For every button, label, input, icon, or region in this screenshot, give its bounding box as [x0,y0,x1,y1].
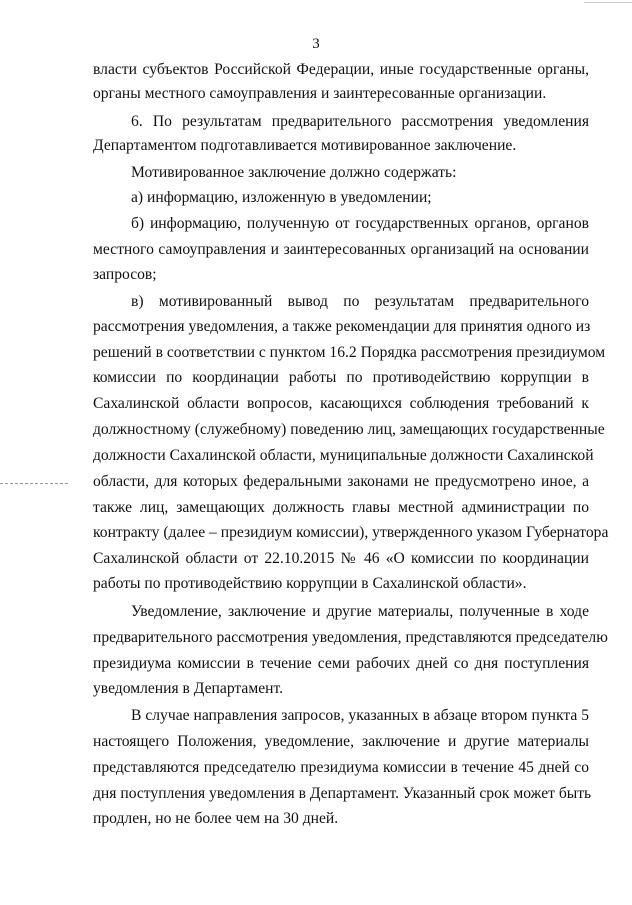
text-line: 6. По результатам предварительного рассмотрения уведомления [131,113,589,130]
text-line: предварительного рассмотрения уведомления, представляются председателю [93,629,608,646]
text-line: органы местного самоуправления и заинтересованные организации. [93,85,547,102]
scan-margin-mark [0,483,68,484]
text-line: дня поступления уведомления в Департамент. Указанный срок может быть [93,785,592,802]
text-line: Уведомление, заключение и другие материалы, полученные в ходе [131,603,589,620]
text-line: б) информацию, полученную от государственных органов, органов [131,215,589,232]
text-line: контракту (далее – президиум комиссии), утвержденного указом Губернатора [93,524,609,541]
text-line: запросов; [93,266,157,283]
text-line: настоящего Положения, уведомление, заключение и другие материалы [93,733,589,750]
text-line: Сахалинской области от 22.10.2015 № 46 «О комиссии по координации [93,550,589,567]
text-line: а) информацию, изложенную в уведомлении; [131,189,432,206]
page-number: 3 [312,36,320,52]
text-line: работы по противодействию коррупции в Сахалинской области». [93,575,527,592]
text-line: комиссии по координации работы по противодействию коррупции в [93,369,589,386]
text-line: решений в соответствии с пунктом 16.2 Порядка рассмотрения президиумом [93,344,606,361]
text-line: местного самоуправления и заинтересованных организаций на основании [93,241,589,258]
text-line: должностному (служебному) поведению лиц, замещающих государственные [93,421,605,438]
text-line: Сахалинской области вопросов, касающихся соблюдения требований к [93,395,589,412]
text-line: в) мотивированный вывод по результатам предварительного [131,293,589,310]
text-line: Департаментом подготавливается мотивированное заключение. [93,137,517,154]
text-line: представляются председателю президиума комиссии в течение 45 дней со [93,759,589,776]
scan-edge-mark-top [584,2,632,3]
text-line: президиума комиссии в течение семи рабочих дней со дня поступления [93,655,589,672]
text-line: В случае направления запросов, указанных в абзаце втором пункта 5 [131,707,589,724]
text-line: области, для которых федеральными законами не предусмотрено иное, а [93,473,589,490]
text-line: рассмотрения уведомления, а также рекомендации для принятия одного из [93,318,591,335]
text-line: уведомления в Департамент. [93,680,284,697]
text-line: также лиц, замещающих должность главы местной администрации по [93,499,589,516]
text-line: Мотивированное заключение должно содержать: [131,164,457,181]
text-line: должности Сахалинской области, муниципальные должности Сахалинской [93,447,594,464]
text-line: власти субъектов Российской Федерации, иные государственные органы, [93,61,589,78]
text-line: продлен, но не более чем на 30 дней. [93,810,339,827]
